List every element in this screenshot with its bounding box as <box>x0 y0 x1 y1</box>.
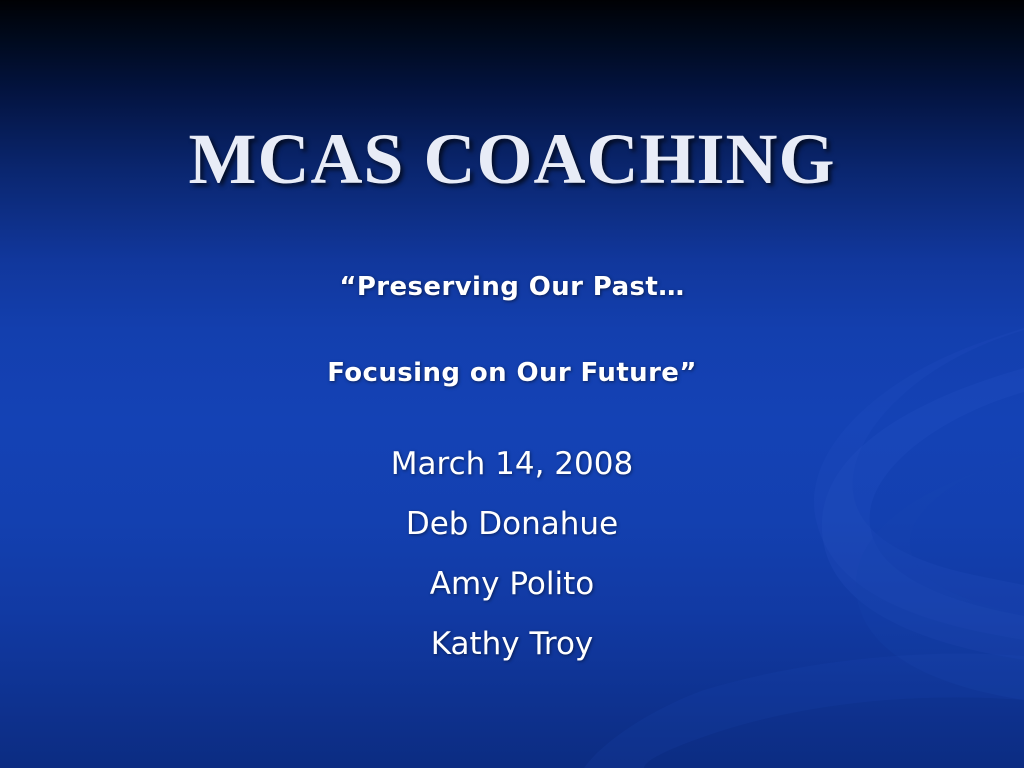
presentation-date: March 14, 2008 <box>390 446 634 482</box>
subtitle-line-1: “Preserving Our Past… <box>339 272 685 302</box>
presenter-name-2: Amy Polito <box>429 566 595 602</box>
presenter-name-1: Deb Donahue <box>405 506 619 542</box>
slide-subtitle <box>0 272 1024 388</box>
slide-credits <box>0 434 1024 674</box>
presenter-name-3: Kathy Troy <box>430 626 594 662</box>
subtitle-line-2: Focusing on Our Future” <box>327 358 697 388</box>
slide-title: MCAS COACHING <box>188 119 836 199</box>
